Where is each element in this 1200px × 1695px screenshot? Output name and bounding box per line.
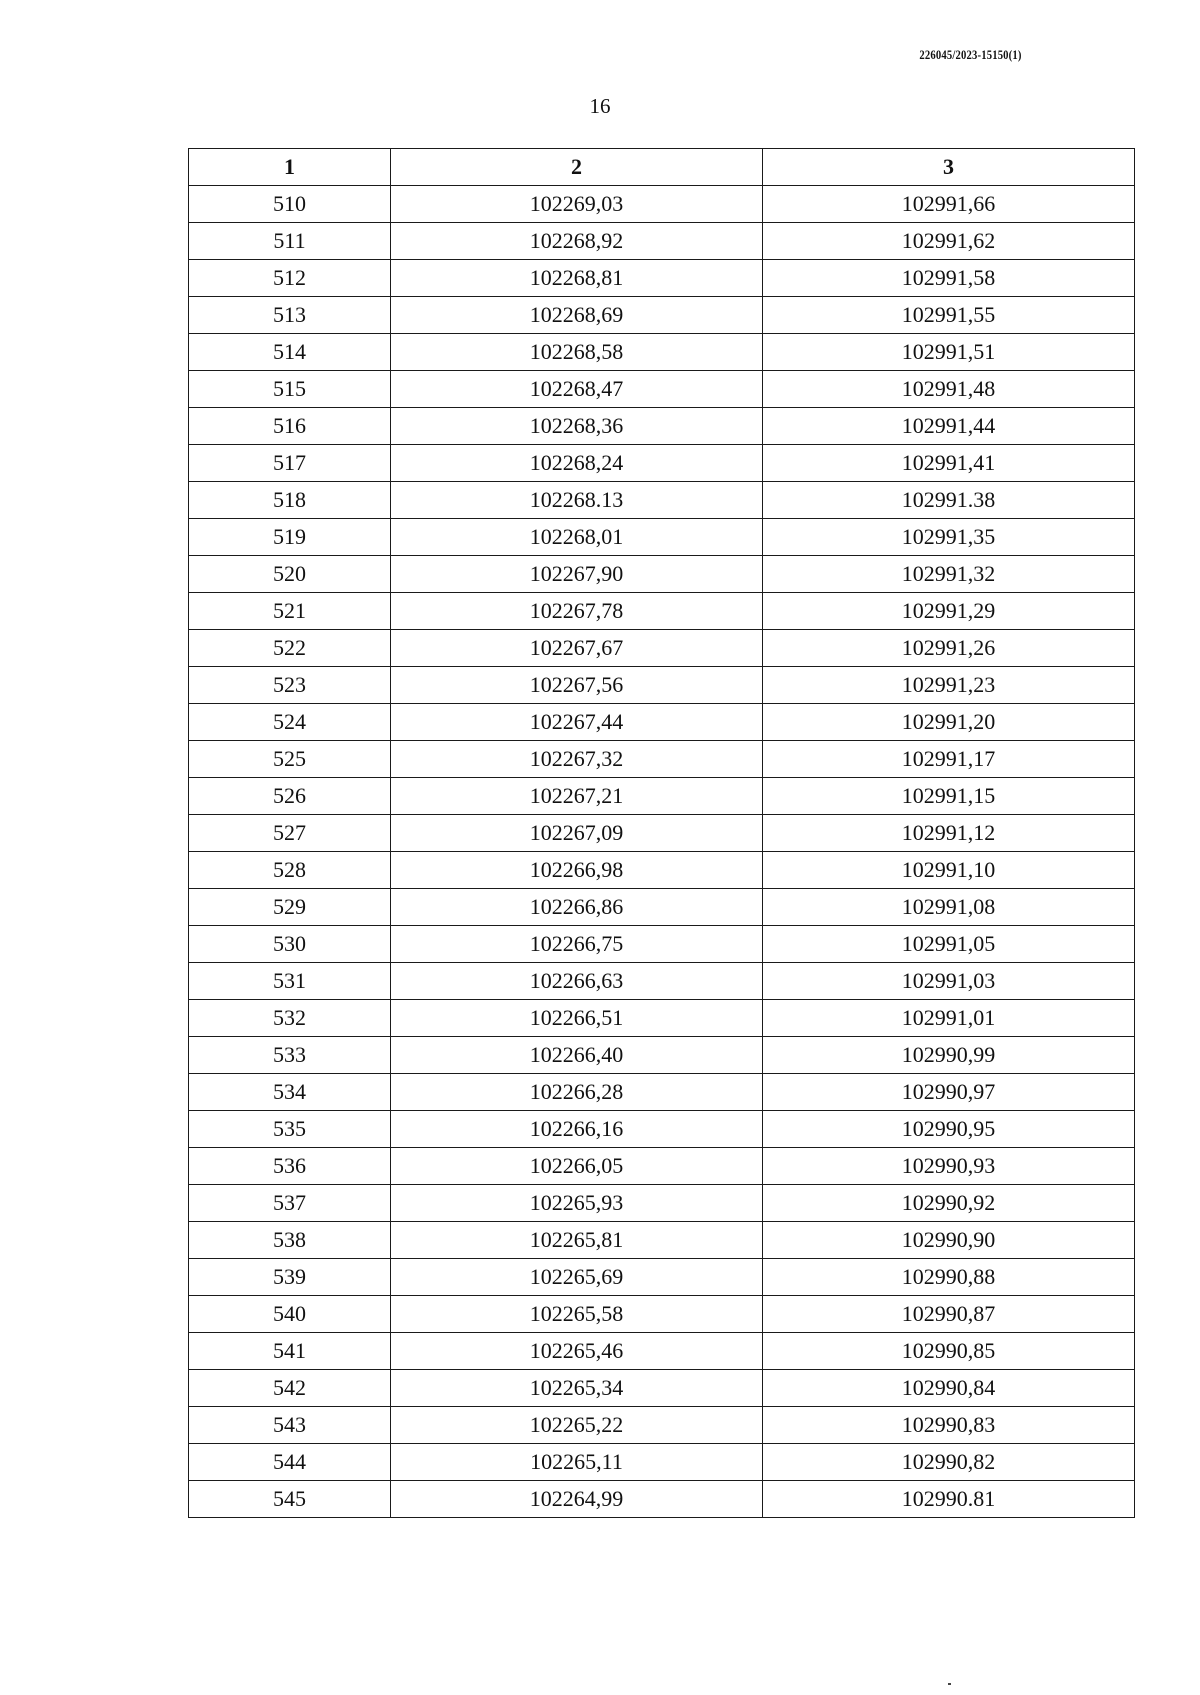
- table-row: [189, 704, 1135, 741]
- point-number-cell: 513: [189, 297, 391, 334]
- x-coordinate-cell: 102268,81: [391, 260, 763, 297]
- x-coordinate-cell: 102266,16: [391, 1111, 763, 1148]
- y-coordinate-cell: 102990,90: [763, 1222, 1135, 1259]
- y-coordinate-cell: 102991,58: [763, 260, 1135, 297]
- point-number-cell: 529: [189, 889, 391, 926]
- point-number-cell: 515: [189, 371, 391, 408]
- point-number-cell: 534: [189, 1074, 391, 1111]
- column-header-2: 2: [391, 149, 763, 186]
- table-row: [189, 1296, 1135, 1333]
- table-row: [189, 482, 1135, 519]
- point-number-cell: 531: [189, 963, 391, 1000]
- x-coordinate-cell: 102265,58: [391, 1296, 763, 1333]
- x-coordinate-cell: 102267,67: [391, 630, 763, 667]
- table-row: [189, 1481, 1135, 1518]
- y-coordinate-cell: 102991,55: [763, 297, 1135, 334]
- x-coordinate-cell: 102265,34: [391, 1370, 763, 1407]
- y-coordinate-cell: 102991,41: [763, 445, 1135, 482]
- table-row: [189, 556, 1135, 593]
- point-number-cell: 541: [189, 1333, 391, 1370]
- point-number-cell: 544: [189, 1444, 391, 1481]
- x-coordinate-cell: 102265,93: [391, 1185, 763, 1222]
- table-row: [189, 1074, 1135, 1111]
- x-coordinate-cell: 102268,47: [391, 371, 763, 408]
- header-row: [189, 149, 1135, 186]
- point-number-cell: 514: [189, 334, 391, 371]
- y-coordinate-cell: 102991,51: [763, 334, 1135, 371]
- table-row: [189, 1444, 1135, 1481]
- column-header-1: 1: [189, 149, 391, 186]
- table-row: [189, 1000, 1135, 1037]
- point-number-cell: 526: [189, 778, 391, 815]
- x-coordinate-cell: 102266,51: [391, 1000, 763, 1037]
- point-number-cell: 537: [189, 1185, 391, 1222]
- page-number: 16: [589, 94, 611, 118]
- x-coordinate-cell: 102265,22: [391, 1407, 763, 1444]
- y-coordinate-cell: 102991,44: [763, 408, 1135, 445]
- point-number-cell: 519: [189, 519, 391, 556]
- y-coordinate-cell: 102991,62: [763, 223, 1135, 260]
- coordinates-table: [188, 148, 1135, 1518]
- point-number-cell: 520: [189, 556, 391, 593]
- y-coordinate-cell: 102991,05: [763, 926, 1135, 963]
- table-row: [189, 1148, 1135, 1185]
- y-coordinate-cell: 102990,93: [763, 1148, 1135, 1185]
- y-coordinate-cell: 102991,32: [763, 556, 1135, 593]
- x-coordinate-cell: 102265,81: [391, 1222, 763, 1259]
- y-coordinate-cell: 102991,66: [763, 186, 1135, 223]
- point-number-cell: 521: [189, 593, 391, 630]
- x-coordinate-cell: 102266,28: [391, 1074, 763, 1111]
- point-number-cell: 518: [189, 482, 391, 519]
- x-coordinate-cell: 102269,03: [391, 186, 763, 223]
- table-row: [189, 223, 1135, 260]
- x-coordinate-cell: 102266,75: [391, 926, 763, 963]
- y-coordinate-cell: 102990,83: [763, 1407, 1135, 1444]
- table-row: [189, 1037, 1135, 1074]
- x-coordinate-cell: 102267,44: [391, 704, 763, 741]
- table-row: [189, 1222, 1135, 1259]
- y-coordinate-cell: 102991,20: [763, 704, 1135, 741]
- y-coordinate-cell: 102990,85: [763, 1333, 1135, 1370]
- x-coordinate-cell: 102264,99: [391, 1481, 763, 1518]
- y-coordinate-cell: 102990.81: [763, 1481, 1135, 1518]
- table-row: [189, 371, 1135, 408]
- point-number-cell: 527: [189, 815, 391, 852]
- document-id: 226045/2023-15150(1): [919, 47, 1022, 62]
- table-row: [189, 630, 1135, 667]
- y-coordinate-cell: 102990,92: [763, 1185, 1135, 1222]
- y-coordinate-cell: 102991,15: [763, 778, 1135, 815]
- y-coordinate-cell: 102991,29: [763, 593, 1135, 630]
- point-number-cell: 516: [189, 408, 391, 445]
- y-coordinate-cell: 102990,87: [763, 1296, 1135, 1333]
- y-coordinate-cell: 102990,99: [763, 1037, 1135, 1074]
- table-row: [189, 519, 1135, 556]
- y-coordinate-cell: 102991,12: [763, 815, 1135, 852]
- table-row: [189, 445, 1135, 482]
- table-row: [189, 593, 1135, 630]
- y-coordinate-cell: 102990,95: [763, 1111, 1135, 1148]
- table-row: [189, 1259, 1135, 1296]
- point-number-cell: 536: [189, 1148, 391, 1185]
- table-row: [189, 408, 1135, 445]
- y-coordinate-cell: 102991,03: [763, 963, 1135, 1000]
- table-row: [189, 186, 1135, 223]
- point-number-cell: 530: [189, 926, 391, 963]
- table-row: [189, 815, 1135, 852]
- point-number-cell: 545: [189, 1481, 391, 1518]
- table-row: [189, 1407, 1135, 1444]
- y-coordinate-cell: 102990,84: [763, 1370, 1135, 1407]
- table-row: [189, 1370, 1135, 1407]
- point-number-cell: 510: [189, 186, 391, 223]
- x-coordinate-cell: 102267,56: [391, 667, 763, 704]
- x-coordinate-cell: 102266,40: [391, 1037, 763, 1074]
- table-row: [189, 1185, 1135, 1222]
- point-number-cell: 532: [189, 1000, 391, 1037]
- x-coordinate-cell: 102267,32: [391, 741, 763, 778]
- column-header-3: 3: [763, 149, 1135, 186]
- table-row: [189, 1111, 1135, 1148]
- point-number-cell: 540: [189, 1296, 391, 1333]
- x-coordinate-cell: 102266,98: [391, 852, 763, 889]
- point-number-cell: 535: [189, 1111, 391, 1148]
- table-row: [189, 741, 1135, 778]
- x-coordinate-cell: 102265,46: [391, 1333, 763, 1370]
- y-coordinate-cell: 102991,17: [763, 741, 1135, 778]
- y-coordinate-cell: 102990,97: [763, 1074, 1135, 1111]
- table-body: [189, 186, 1135, 1518]
- x-coordinate-cell: 102268,69: [391, 297, 763, 334]
- x-coordinate-cell: 102265,69: [391, 1259, 763, 1296]
- table-row: [189, 1333, 1135, 1370]
- x-coordinate-cell: 102268,24: [391, 445, 763, 482]
- x-coordinate-cell: 102266,86: [391, 889, 763, 926]
- table-header: [189, 149, 1135, 186]
- x-coordinate-cell: 102268,58: [391, 334, 763, 371]
- point-number-cell: 525: [189, 741, 391, 778]
- x-coordinate-cell: 102267,21: [391, 778, 763, 815]
- x-coordinate-cell: 102268,36: [391, 408, 763, 445]
- x-coordinate-cell: 102268,01: [391, 519, 763, 556]
- x-coordinate-cell: 102266,63: [391, 963, 763, 1000]
- y-coordinate-cell: 102991,48: [763, 371, 1135, 408]
- point-number-cell: 528: [189, 852, 391, 889]
- y-coordinate-cell: 102991,01: [763, 1000, 1135, 1037]
- x-coordinate-cell: 102266,05: [391, 1148, 763, 1185]
- y-coordinate-cell: 102991,10: [763, 852, 1135, 889]
- point-number-cell: 539: [189, 1259, 391, 1296]
- y-coordinate-cell: 102990,88: [763, 1259, 1135, 1296]
- point-number-cell: 538: [189, 1222, 391, 1259]
- x-coordinate-cell: 102267,78: [391, 593, 763, 630]
- x-coordinate-cell: 102267,09: [391, 815, 763, 852]
- point-number-cell: 511: [189, 223, 391, 260]
- y-coordinate-cell: 102991,23: [763, 667, 1135, 704]
- table-row: [189, 667, 1135, 704]
- point-number-cell: 523: [189, 667, 391, 704]
- point-number-cell: 542: [189, 1370, 391, 1407]
- point-number-cell: 512: [189, 260, 391, 297]
- x-coordinate-cell: 102265,11: [391, 1444, 763, 1481]
- point-number-cell: 524: [189, 704, 391, 741]
- x-coordinate-cell: 102268,92: [391, 223, 763, 260]
- table-row: [189, 297, 1135, 334]
- y-coordinate-cell: 102991.38: [763, 482, 1135, 519]
- table-row: [189, 260, 1135, 297]
- y-coordinate-cell: 102991,08: [763, 889, 1135, 926]
- table-row: [189, 963, 1135, 1000]
- table-row: [189, 852, 1135, 889]
- y-coordinate-cell: 102990,82: [763, 1444, 1135, 1481]
- table-row: [189, 889, 1135, 926]
- point-number-cell: 522: [189, 630, 391, 667]
- scan-speck: [948, 1683, 951, 1685]
- table-row: [189, 926, 1135, 963]
- y-coordinate-cell: 102991,35: [763, 519, 1135, 556]
- x-coordinate-cell: 102267,90: [391, 556, 763, 593]
- table-row: [189, 334, 1135, 371]
- point-number-cell: 533: [189, 1037, 391, 1074]
- point-number-cell: 543: [189, 1407, 391, 1444]
- x-coordinate-cell: 102268.13: [391, 482, 763, 519]
- point-number-cell: 517: [189, 445, 391, 482]
- y-coordinate-cell: 102991,26: [763, 630, 1135, 667]
- table-row: [189, 778, 1135, 815]
